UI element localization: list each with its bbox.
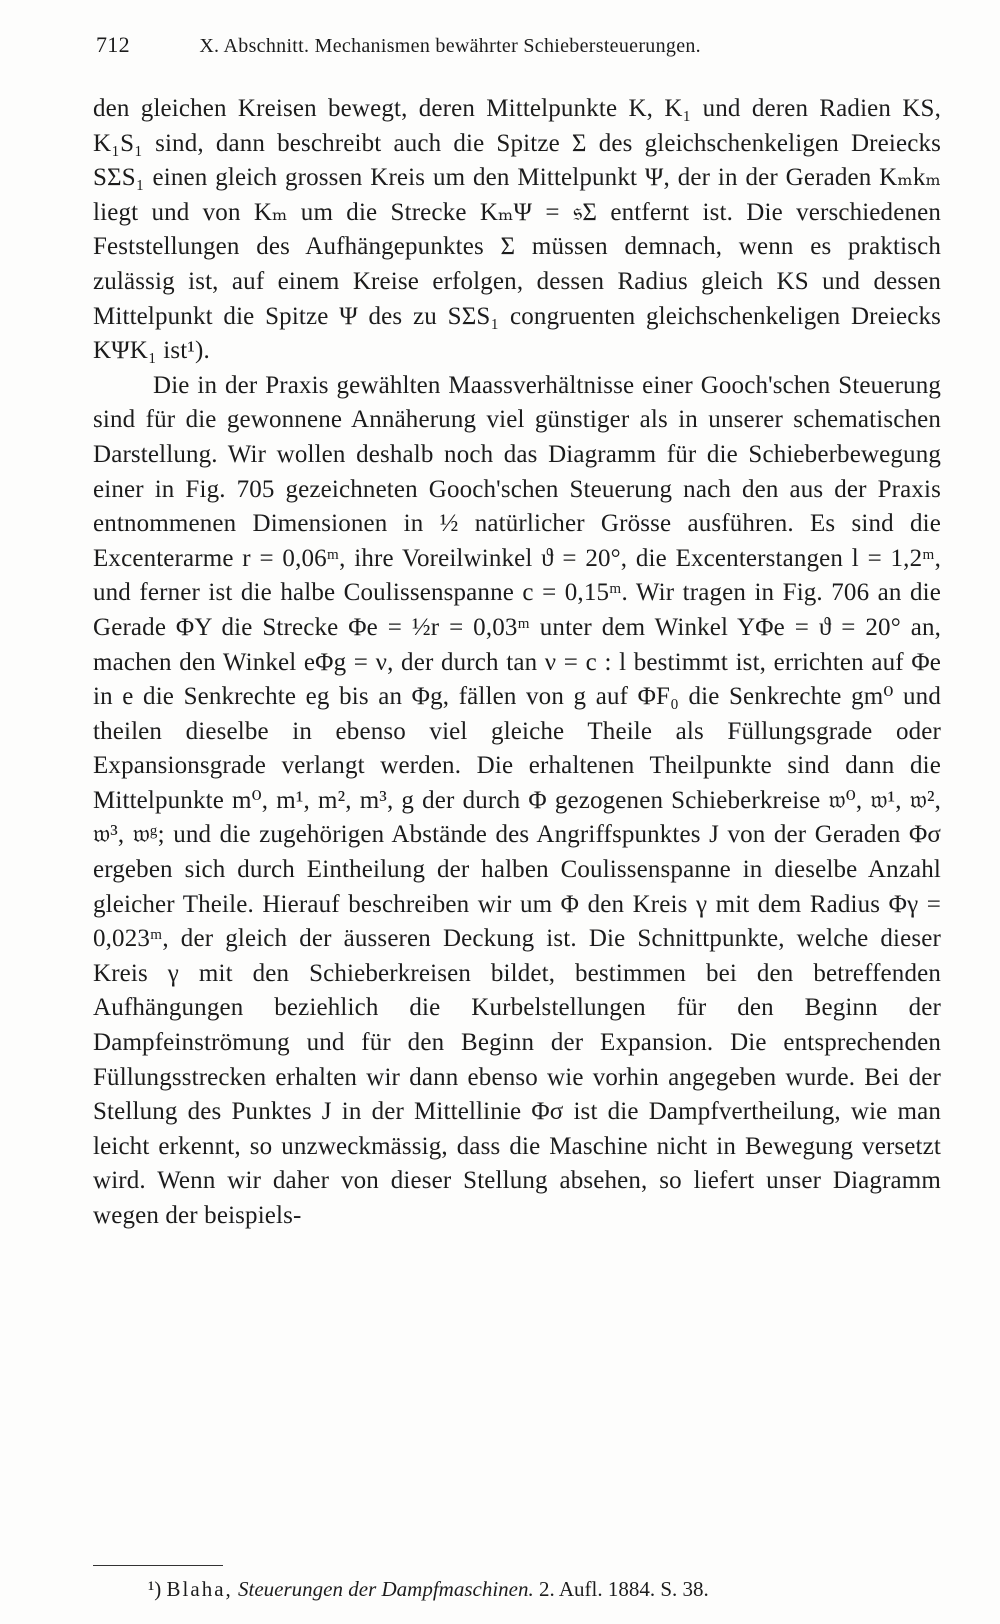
page-header — [96, 32, 936, 68]
footnote — [148, 1575, 948, 1603]
page-number: 712 — [96, 32, 130, 57]
paragraph-gooch-diagram: Die in der Praxis gewählten Maassverhältnisse einer Gooch'schen Steuerung sind für die gewonnene Annäherung viel günstiger als in unserer schematischen Darstellung. Wir wollen deshalb noch das Diagramm für die Schieberbewegung einer in Fig. 705 gezeichneten Gooch'schen Steuerung nach den aus der Praxis entnommenen Dimensionen in ½ natürlicher Grösse ausführen. Es sind die Excenterarme r = 0,06ᵐ, ihre Voreilwinkel ϑ = 20°, die Excenterstangen l = 1,2ᵐ, und ferner ist die halbe Coulissenspanne c = 0,15ᵐ. Wir tragen in Fig. 706 an die Gerade ΦY die Strecke Φe = ½r = 0,03ᵐ unter dem Winkel YΦe = ϑ = 20° an, machen den Winkel eΦg = ν, der durch tan ν = c : l bestimmt ist, errichten auf Φe in e die Senkrechte eg bis an Φg, fällen von g auf ΦF₀ die Senkrechte gm⁰ und theilen dieselbe in ebenso viel gleiche Theile als Füllungsgrade oder Expansionsgrade verlangt werden. Die erhaltenen Theilpunkte sind dann die Mittelpunkte m⁰, m¹, m², m³, g der durch Φ gezogenen Schieberkreise 𝔴⁰, 𝔴¹, 𝔴², 𝔴³, 𝔴ᵍ; und die zugehörigen Abstände des Angriffspunktes J von der Geraden Φσ ergeben sich durch Eintheilung der halben Coulissenspanne in dieselbe Anzahl gleicher Theile. Hierauf beschreiben wir um Φ den Kreis γ mit dem Radius Φγ = 0,023ᵐ, der gleich der äusseren Deckung ist. Die Schnittpunkte, welche dieser Kreis γ mit den Schieberkreisen bildet, bestimmen bei den betreffenden Aufhängungen beziehlich die Kurbelstellungen für den Beginn der Dampfeinströmung und für den Beginn der Expansion. Die entsprechenden Füllungsstrecken erhalten wir dann ebenso wie vorhin angegeben wurde. Bei der Stellung des Punktes J in der Mittellinie Φσ ist die Dampfvertheilung, wie man leicht erkennt, so unzweckmässig, dass die Maschine nicht in Bewegung versetzt wird. Wenn wir daher von dieser Stellung absehen, so liefert unser Diagramm wegen der beispiels- — [93, 371, 941, 1229]
footnote-author: Blaha, — [166, 1577, 233, 1601]
footnote-marker: ¹) — [148, 1577, 162, 1601]
footnote-title: Steuerungen der Dampfmaschinen. — [238, 1577, 534, 1601]
main-text — [93, 92, 941, 1234]
footnote-details: 2. Aufl. 1884. S. 38. — [538, 1577, 709, 1601]
footnote-divider — [93, 1565, 223, 1566]
paragraph-continued: den gleichen Kreisen bewegt, deren Mittelpunkte K, K₁ und deren Radien KS, K₁S₁ sind, dann beschreibt auch die Spitze Σ des gleichschenkeligen Dreiecks SΣS₁ einen gleich grossen Kreis um den Mittelpunkt Ψ, der in der Geraden Kₘkₘ liegt und von Kₘ um die Strecke KₘΨ = 𝔰Σ entfernt ist. Die verschiedenen Feststellungen des Aufhängepunktes Σ müssen demnach, wenn es praktisch zulässig ist, auf einem Kreise erfolgen, dessen Radius gleich KS und dessen Mittelpunkt die Spitze Ψ des zu SΣS₁ congruenten gleichschenkeligen Dreiecks KΨK₁ ist¹). — [93, 95, 941, 365]
running-title: X. Abschnitt. Mechanismen bewährter Schiebersteuerungen. — [199, 35, 701, 57]
